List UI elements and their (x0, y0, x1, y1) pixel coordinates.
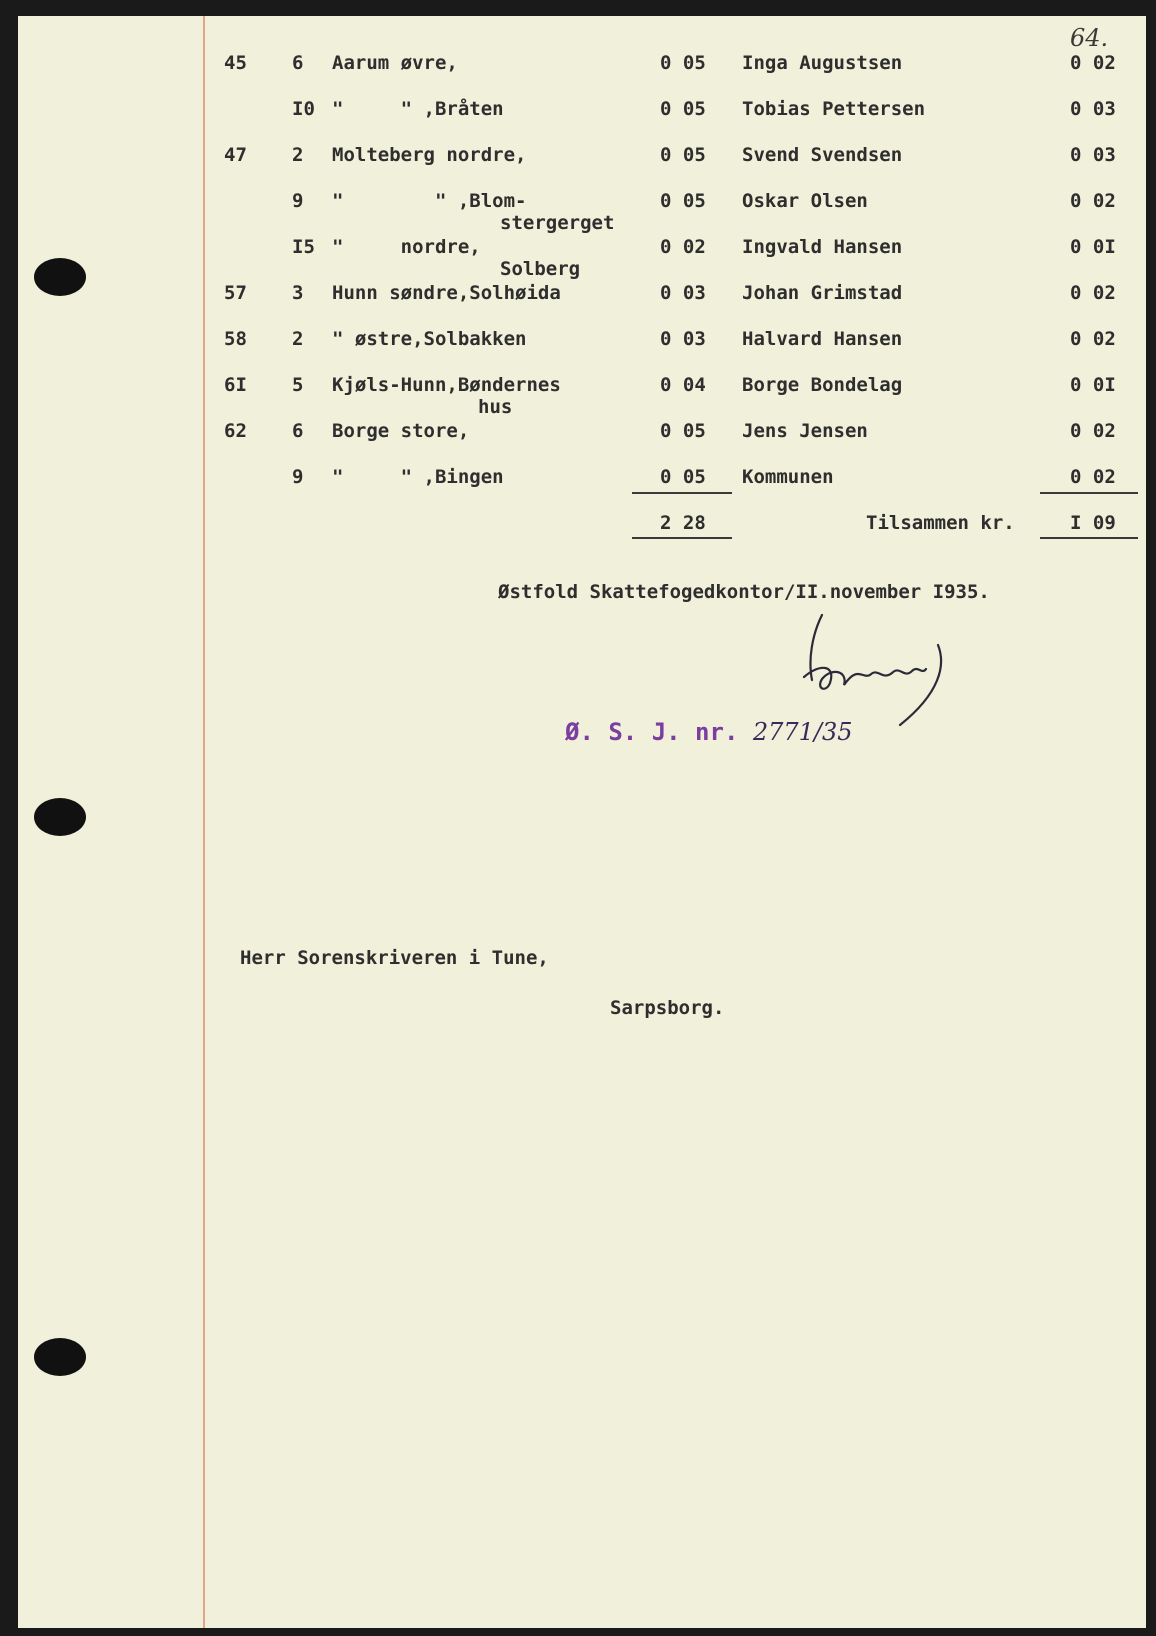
row-name: Tobias Pettersen (742, 98, 926, 120)
row-bnr: 2 (292, 328, 304, 350)
row-bnr: 9 (292, 466, 304, 488)
row-name: Ingvald Hansen (742, 236, 903, 258)
punch-hole (34, 798, 86, 836)
row-value: 0 03 (660, 282, 706, 304)
document-page (18, 16, 1146, 1628)
row-property: " østre,Solbakken (332, 328, 527, 350)
row-bnr: 3 (292, 282, 304, 304)
row-name: Halvard Hansen (742, 328, 903, 350)
row-lnr: 45 (224, 52, 247, 74)
row-property-continuation: hus (478, 396, 513, 418)
value-underline (632, 492, 732, 494)
row-bnr: I5 (292, 236, 315, 258)
row-name: Svend Svendsen (742, 144, 903, 166)
office-date-line: Østfold Skattefogedkontor/II.november I935. (498, 581, 990, 603)
row-amount: 0 02 (1070, 466, 1116, 488)
punch-hole (34, 258, 86, 296)
addressee: Herr Sorenskriveren i Tune, (240, 947, 549, 969)
row-bnr: 2 (292, 144, 304, 166)
row-amount: 0 0I (1070, 236, 1116, 258)
row-property: " nordre, (332, 236, 481, 258)
row-value: 0 05 (660, 144, 706, 166)
row-property: " " ,Blom- (332, 190, 527, 212)
row-lnr: 47 (224, 144, 247, 166)
row-value: 0 05 (660, 466, 706, 488)
row-bnr: 5 (292, 374, 304, 396)
row-property-continuation: stergerget (500, 212, 615, 234)
row-property-continuation: Solberg (500, 258, 581, 280)
amount-underline (1040, 492, 1138, 494)
row-bnr: 6 (292, 420, 304, 442)
city: Sarpsborg. (610, 997, 725, 1019)
journal-stamp (565, 718, 853, 746)
row-lnr: 62 (224, 420, 247, 442)
row-value: 0 05 (660, 52, 706, 74)
row-property: Molteberg nordre, (332, 144, 527, 166)
row-name: Johan Grimstad (742, 282, 903, 304)
row-value: 0 05 (660, 190, 706, 212)
row-amount: 0 03 (1070, 98, 1116, 120)
row-bnr: I0 (292, 98, 315, 120)
row-amount: 0 02 (1070, 190, 1116, 212)
stamp-number: 2771/35 (752, 718, 853, 746)
row-lnr: 6I (224, 374, 247, 396)
row-value: 0 05 (660, 420, 706, 442)
total-value-underline (632, 537, 732, 539)
row-amount: 0 02 (1070, 420, 1116, 442)
row-amount: 0 02 (1070, 328, 1116, 350)
total-amount-underline (1040, 537, 1138, 539)
row-property: " " ,Bråten (332, 98, 504, 120)
row-lnr: 57 (224, 282, 247, 304)
row-name: Oskar Olsen (742, 190, 868, 212)
row-value: 0 03 (660, 328, 706, 350)
row-property: " " ,Bingen (332, 466, 504, 488)
handwritten-signature (800, 605, 980, 735)
row-value: 0 02 (660, 236, 706, 258)
row-property: Borge store, (332, 420, 470, 442)
total-value: 2 28 (660, 512, 706, 534)
row-property: Kjøls-Hunn,Bøndernes (332, 374, 561, 396)
row-lnr: 58 (224, 328, 247, 350)
row-amount: 0 03 (1070, 144, 1116, 166)
page-number: 64. (1070, 24, 1109, 52)
row-name: Jens Jensen (742, 420, 868, 442)
punch-hole (34, 1338, 86, 1376)
row-property: Hunn søndre,Solhøida (332, 282, 561, 304)
row-bnr: 9 (292, 190, 304, 212)
row-name: Kommunen (742, 466, 834, 488)
row-amount: 0 02 (1070, 52, 1116, 74)
row-amount: 0 0I (1070, 374, 1116, 396)
row-value: 0 04 (660, 374, 706, 396)
total-amount: I 09 (1070, 512, 1116, 534)
row-name: Inga Augustsen (742, 52, 903, 74)
row-bnr: 6 (292, 52, 304, 74)
row-property: Aarum øvre, (332, 52, 458, 74)
total-label: Tilsammen kr. (866, 512, 1015, 534)
row-name: Borge Bondelag (742, 374, 903, 396)
row-value: 0 05 (660, 98, 706, 120)
stamp-label: Ø. S. J. nr. (565, 718, 739, 746)
row-amount: 0 02 (1070, 282, 1116, 304)
margin-line (203, 16, 205, 1628)
